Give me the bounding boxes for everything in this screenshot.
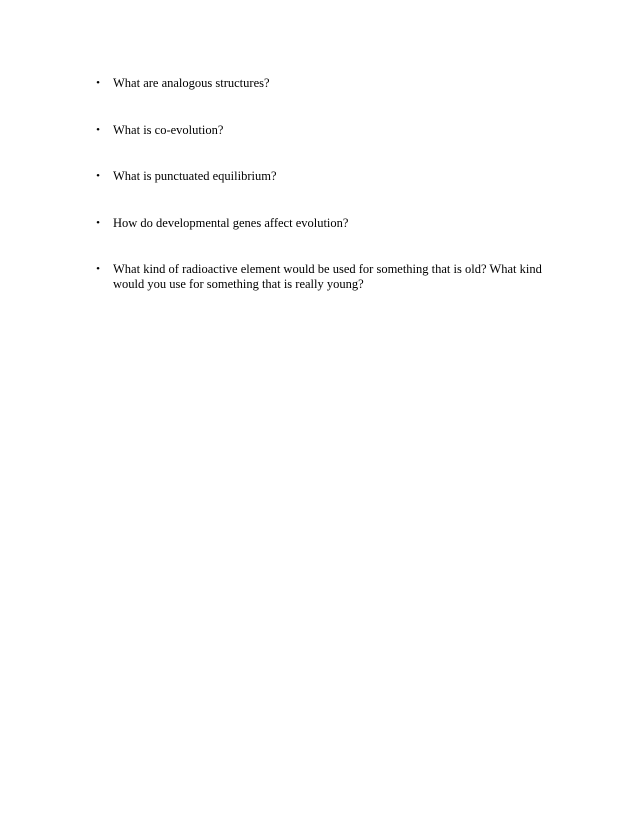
question-text: What is co-evolution? xyxy=(113,122,224,137)
list-item xyxy=(90,169,560,184)
bullet-icon: • xyxy=(96,123,100,136)
bullet-icon: • xyxy=(96,77,100,89)
question-text: What are analogous structures? xyxy=(113,76,270,90)
list-item xyxy=(90,262,560,292)
list-item xyxy=(90,76,560,91)
bullet-icon: • xyxy=(96,263,100,275)
list-item xyxy=(90,216,560,231)
bullet-icon: • xyxy=(96,170,100,182)
bullet-icon: • xyxy=(96,216,100,229)
question-text: How do developmental genes affect evolution? xyxy=(113,215,349,230)
question-list xyxy=(90,76,560,292)
question-text: What kind of radioactive element would be used for something that is old? What kind would you use for something that is really young? xyxy=(113,262,542,291)
question-text: What is punctuated equilibrium? xyxy=(113,169,277,183)
list-item xyxy=(90,123,560,138)
